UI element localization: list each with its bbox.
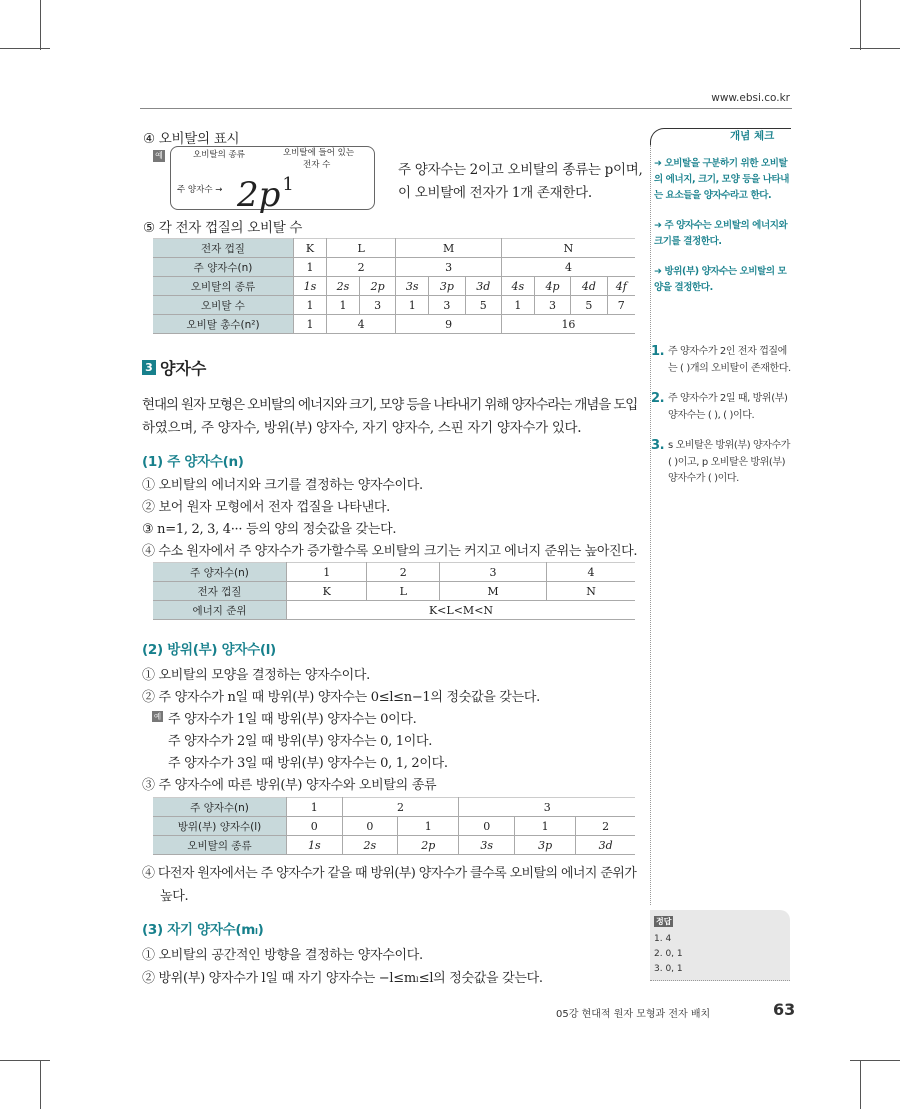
formula: [237, 165, 294, 221]
table-cell: 7: [607, 296, 635, 315]
quiz-text: s 오비탈은 방위(부) 양자수가 ( )이고, p 오비탈은 방위(부) 양자수가 ( )이다.: [668, 440, 791, 484]
electron-count-label-2: 전자 수: [303, 160, 331, 170]
table-cell: 3: [459, 798, 635, 817]
table-cell: 0: [459, 817, 515, 836]
quiz-text: 주 양자수가 2인 전자 껍질에는 ( )개의 오비탈이 존재한다.: [668, 346, 791, 374]
table-cell: 9: [396, 315, 502, 334]
table-cell: 1: [287, 563, 367, 582]
answer-list: [654, 932, 683, 977]
magnetic-item: ② 방위(부) 양자수가 l일 때 자기 양자수는 −l≤mₗ≤l의 정숫값을 갖는다.: [142, 971, 543, 986]
row-header: 주 양자수(n): [153, 563, 287, 582]
quiz-question: [651, 391, 794, 424]
table-cell: 3d: [576, 836, 635, 855]
answer-box: [650, 910, 790, 981]
quiz-number: 3.: [651, 438, 665, 453]
magnetic-heading: (3) 자기 양자수(mₗ): [142, 922, 264, 938]
principal-item: ③ n=1, 2, 3, 4··· 등의 양의 정숫값을 갖는다.: [142, 522, 397, 537]
concept-point: ➜ 방위(부) 양자수는 오비탈의 모양을 결정한다.: [654, 266, 787, 293]
principal-label: 주 양자수 →: [177, 185, 223, 195]
formula-superscript: 1: [282, 174, 294, 195]
site-url: www.ebsi.co.kr: [711, 92, 790, 104]
table-row: [153, 582, 635, 601]
table-cell: 3p: [514, 836, 575, 855]
table-row: [153, 315, 635, 334]
formula-main: 2p: [237, 175, 281, 215]
table-cell: 3: [429, 296, 465, 315]
row-header: 주 양자수(n): [153, 798, 287, 817]
section-intro-1: 현대의 원자 모형은 오비탈의 에너지와 크기, 모양 등을 나타내기 위해 양자수라는 개념을 도입: [142, 397, 638, 413]
crop-mark: [860, 1060, 861, 1109]
magnetic-item: ① 오비탈의 공간적인 방향을 결정하는 양자수이다.: [142, 948, 423, 963]
table-cell: 2: [576, 817, 635, 836]
table-cell: 2s: [342, 836, 398, 855]
table-cell: 5: [465, 296, 501, 315]
principal-item: ① 오비탈의 에너지와 크기를 결정하는 양자수이다.: [142, 478, 423, 493]
answer-item: 3. 0, 1: [654, 964, 683, 974]
table-cell: K: [294, 239, 327, 258]
table-row: [153, 836, 635, 855]
answer-item: 1. 4: [654, 934, 672, 944]
notation-desc-2: 이 오비탈에 전자가 1개 존재한다.: [398, 185, 592, 201]
azimuthal-table: [153, 797, 635, 855]
table-cell: K: [287, 582, 367, 601]
table-cell: 4d: [571, 277, 607, 296]
table-row: [153, 239, 635, 258]
principal-item: ④ 수소 원자에서 주 양자수가 증가할수록 오비탈의 크기는 커지고 에너지 준위는 높아진다.: [142, 544, 638, 559]
crop-mark: [850, 1060, 900, 1061]
table-cell: K<L<M<N: [287, 601, 636, 620]
section-number-badge: 3: [142, 360, 156, 375]
quiz-question: [651, 438, 794, 488]
table-row: [153, 277, 635, 296]
azimuthal-item-cont: 높다.: [160, 889, 189, 904]
table-cell: 1: [398, 817, 459, 836]
azimuthal-heading: (2) 방위(부) 양자수(l): [142, 642, 276, 658]
row-header: 오비탈 총수(n²): [153, 315, 294, 334]
azimuthal-item: ③ 주 양자수에 따른 방위(부) 양자수와 오비탈의 종류: [142, 778, 437, 793]
table-cell: 5: [571, 296, 607, 315]
azimuthal-item: ① 오비탈의 모양을 결정하는 양자수이다.: [142, 668, 370, 683]
table-cell: 3: [359, 296, 395, 315]
crop-mark: [850, 48, 900, 49]
azimuthal-example: 주 양자수가 1일 때 방위(부) 양자수는 0이다.: [168, 712, 417, 727]
crop-mark: [40, 1060, 41, 1109]
example-badge: 예: [153, 712, 162, 721]
table-row: [153, 601, 635, 620]
table-cell: 3p: [429, 277, 465, 296]
table-cell: 2: [342, 798, 459, 817]
table-row: [153, 798, 635, 817]
table-row: [153, 296, 635, 315]
section-title: 양자수: [160, 359, 207, 378]
row-header: 전자 껍질: [153, 582, 287, 601]
quiz-question: [651, 344, 794, 377]
table-cell: N: [547, 582, 636, 601]
table-cell: 16: [501, 315, 635, 334]
table-cell: 0: [342, 817, 398, 836]
azimuthal-item: ② 주 양자수가 n일 때 방위(부) 양자수는 0≤l≤n−1의 정숫값을 갖는다.: [142, 690, 540, 705]
table-cell: M: [396, 239, 502, 258]
row-header: 주 양자수(n): [153, 258, 294, 277]
table-cell: 1: [501, 296, 534, 315]
answer-label: 정답: [656, 917, 672, 926]
table-cell: 1: [294, 315, 327, 334]
table-cell: L: [326, 239, 395, 258]
concept-point: ➜ 오비탈을 구분하기 위한 오비탈의 에너지, 크기, 모양 등을 나타내는 요소들을 양자수라고 한다.: [654, 158, 790, 201]
table-cell: 1: [294, 258, 327, 277]
notation-heading: ④ 오비탈의 표시: [143, 131, 240, 147]
table-row: [153, 563, 635, 582]
header-rule: [140, 108, 792, 109]
table-cell: 3: [534, 296, 570, 315]
row-header: 전자 껍질: [153, 239, 294, 258]
table-cell: 0: [287, 817, 343, 836]
electron-count-label: 오비탈에 들어 있는: [283, 148, 355, 158]
crop-mark: [0, 48, 50, 49]
azimuthal-example: 주 양자수가 2일 때 방위(부) 양자수는 0, 1이다.: [168, 734, 433, 749]
table-cell: 4: [326, 315, 395, 334]
row-header: 에너지 준위: [153, 601, 287, 620]
answer-item: 2. 0, 1: [654, 949, 683, 959]
table-cell: 2: [367, 563, 440, 582]
orbital-type-label: 오비탈의 종류: [193, 150, 245, 160]
table-cell: L: [367, 582, 440, 601]
principal-heading: (1) 주 양자수(n): [142, 454, 244, 470]
table-cell: 3: [396, 258, 502, 277]
crop-mark: [860, 0, 861, 50]
table-cell: 1: [287, 798, 343, 817]
table-cell: 3s: [459, 836, 515, 855]
table-cell: 2p: [359, 277, 395, 296]
crop-mark: [40, 0, 41, 50]
table1-heading: ⑤ 각 전자 껍질의 오비탈 수: [143, 220, 303, 236]
row-header: 방위(부) 양자수(l): [153, 817, 287, 836]
azimuthal-item: ④ 다전자 원자에서는 주 양자수가 같을 때 방위(부) 양자수가 클수록 오비탈의 에너지 준위가: [142, 866, 637, 881]
table-cell: 1s: [294, 277, 327, 296]
quiz-number: 2.: [651, 391, 665, 406]
table-cell: 4f: [607, 277, 635, 296]
table-cell: 1: [326, 296, 359, 315]
table-cell: 4p: [534, 277, 570, 296]
table-cell: 2: [326, 258, 395, 277]
principal-table: [153, 562, 635, 620]
table-cell: 1: [294, 296, 327, 315]
orbital-count-table: [153, 238, 635, 334]
crop-mark: [0, 1060, 50, 1061]
table-cell: 1: [514, 817, 575, 836]
quiz-number: 1.: [651, 344, 665, 359]
table-cell: N: [501, 239, 635, 258]
table-cell: 4s: [501, 277, 534, 296]
table-cell: 2p: [398, 836, 459, 855]
row-header: 오비탈의 종류: [153, 836, 287, 855]
row-header: 오비탈 수: [153, 296, 294, 315]
section-intro-2: 하였으며, 주 양자수, 방위(부) 양자수, 자기 양자수, 스핀 자기 양자수가 있다.: [142, 420, 582, 436]
notation-desc-1: 주 양자수는 2이고 오비탈의 종류는 p이며,: [398, 162, 643, 178]
table-cell: 2s: [326, 277, 359, 296]
table-cell: M: [439, 582, 546, 601]
table-row: [153, 817, 635, 836]
notation-example-box: [170, 146, 375, 215]
concept-point: ➜ 주 양자수는 오비탈의 에너지와 크기를 결정한다.: [654, 220, 788, 247]
table-cell: 3d: [465, 277, 501, 296]
row-header: 오비탈의 종류: [153, 277, 294, 296]
sidebar-tab-label: 개념 체크: [730, 130, 775, 142]
table-cell: 1s: [287, 836, 343, 855]
principal-label-text: 주 양자수: [177, 185, 213, 195]
table-cell: 3: [439, 563, 546, 582]
sidebar-divider: [650, 145, 651, 905]
table-row: [153, 258, 635, 277]
azimuthal-example: 주 양자수가 3일 때 방위(부) 양자수는 0, 1, 2이다.: [168, 756, 448, 771]
table-cell: 3s: [396, 277, 429, 296]
table-cell: 4: [501, 258, 635, 277]
footer-chapter: 05강 현대적 원자 모형과 전자 배치: [556, 1009, 711, 1020]
page-number: 63: [773, 1000, 796, 1019]
example-badge: 예: [153, 150, 165, 162]
table-cell: 4: [547, 563, 636, 582]
principal-item: ② 보어 원자 모형에서 전자 껍질을 나타낸다.: [142, 500, 390, 515]
quiz-text: 주 양자수가 2일 때, 방위(부) 양자수는 ( ), ( )이다.: [668, 393, 788, 421]
table-cell: 1: [396, 296, 429, 315]
